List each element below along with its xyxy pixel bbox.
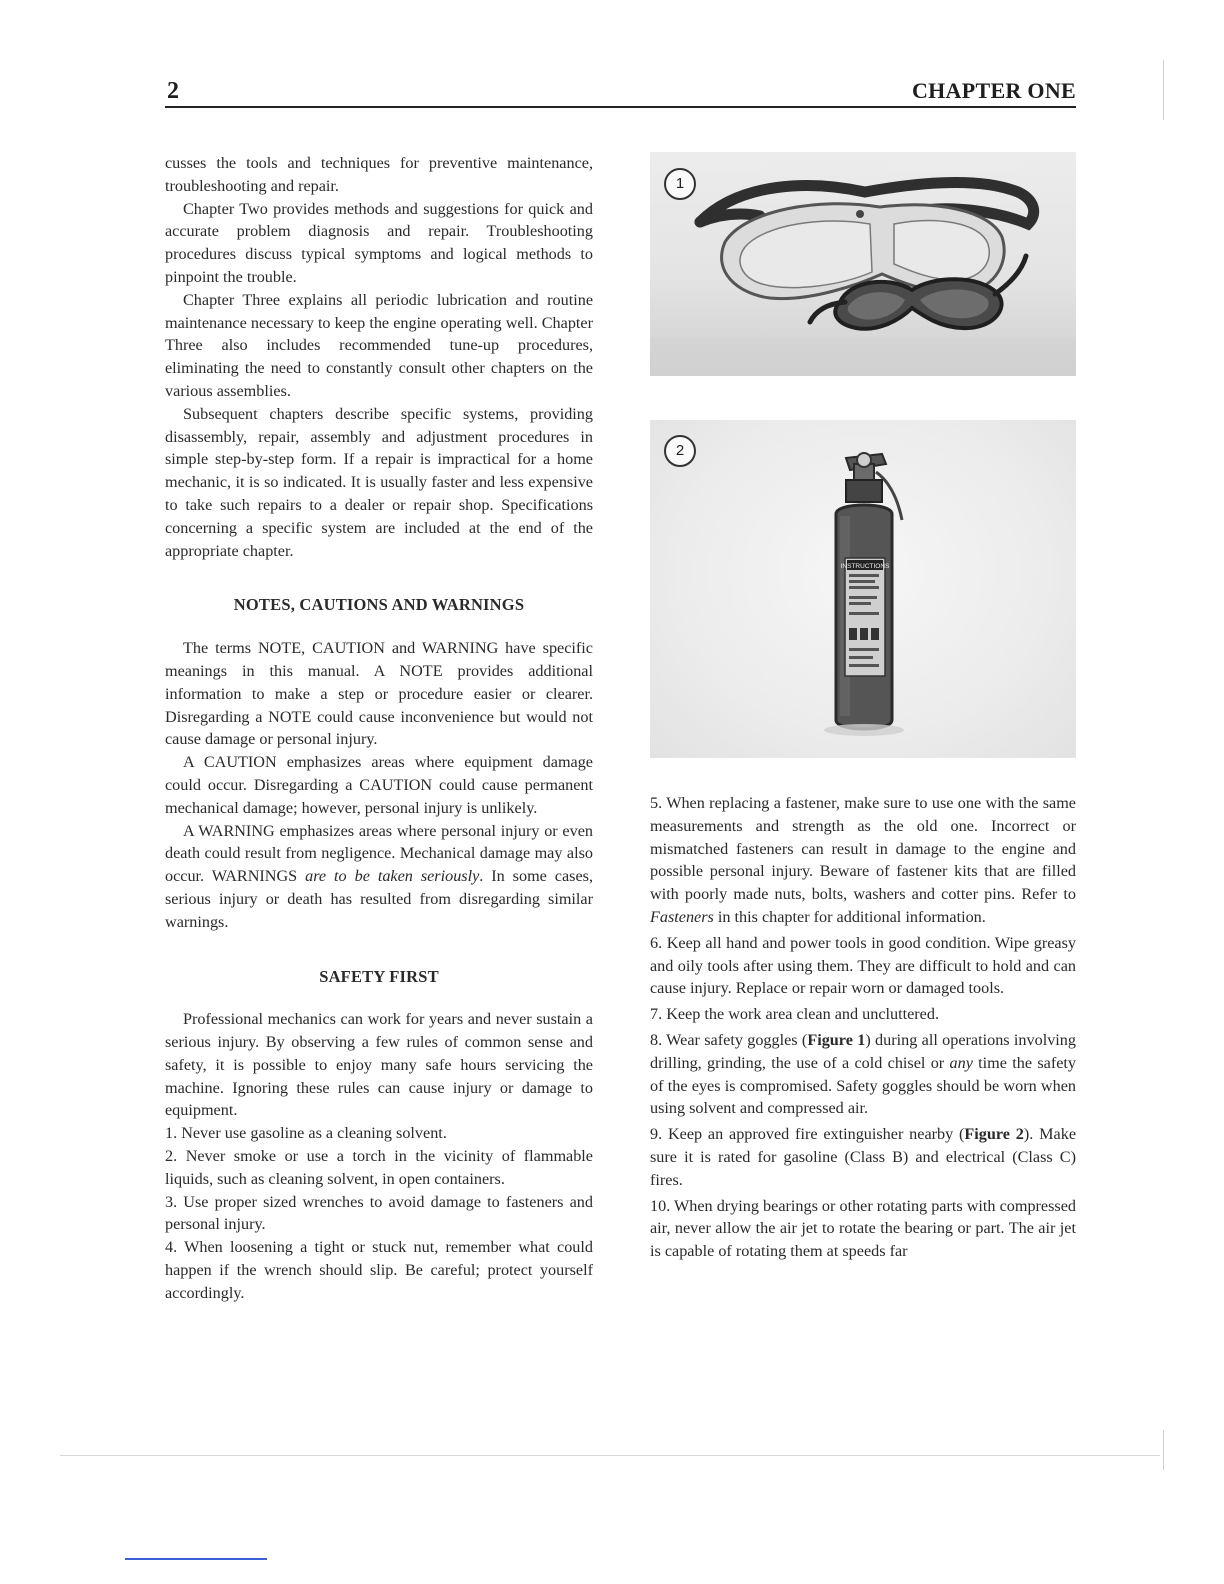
notes-paragraph: The terms NOTE, CAUTION and WARNING have specific meanings in this manual. A NOTE provides additional information to make a step or procedure easier or clearer. Disregarding a NOTE could cause inconvenience but would not cause damage or personal injury. <box>165 639 593 749</box>
fire-extinguisher-illustration <box>650 420 1076 758</box>
safety-item: 3. Use proper sized wrenches to avoid damage to fasteners and personal injury. <box>165 1192 593 1234</box>
figure-2-reference: Figure 2 <box>964 1125 1024 1144</box>
any-emphasis: any <box>949 1053 973 1072</box>
scan-divider-line <box>60 1455 1160 1456</box>
intro-paragraph: Subsequent chapters describe specific systems, providing disassembly, repair, assembly and adjustment procedures in simple step-by-step form. If a repair is impractical for a home mechanic, it is so indicated. It is usually faster and less expensive to take such repairs to a dealer or repair shop. Specifications concerning a specific system are included at the end of the appropriate chapter. <box>165 404 593 560</box>
figure-1-label: 1 <box>664 168 696 200</box>
notes-paragraph: A CAUTION emphasizes areas where equipment damage could occur. Disregarding a CAUTION could cause permanent mechanical damage; however, personal injury is unlikely. <box>165 753 593 817</box>
safety-intro: Professional mechanics can work for years and never sustain a serious injury. By observing a few rules of common sense and safety, it is possible to enjoy many safe hours servicing the machine. Ignoring these rules can cause injury or damage to equipment. <box>165 1010 593 1120</box>
warning-paragraph <box>165 820 593 934</box>
page-header <box>165 78 1076 108</box>
safety-item-7: 7. Keep the work area clean and uncluttered. <box>650 1005 939 1024</box>
safety-item: 1. Never use gasoline as a cleaning solvent. <box>165 1124 447 1143</box>
safety-item: 4. When loosening a tight or stuck nut, remember what could happen if the wrench should slip. Be careful; protect yourself accordingly. <box>165 1238 593 1302</box>
scan-edge-mark <box>1163 60 1164 120</box>
warning-emphasis: are to be taken seriously <box>305 867 480 886</box>
item-9-text: ). Make sure it is rated for gasoline (Class B) and electrical (Class C) fires. <box>650 1125 1076 1189</box>
warning-text: A WARNING emphasizes areas where personal injury or even death could result from negligence. Mechanical damage may also occur. WARNINGS <box>165 821 593 886</box>
left-column <box>165 152 593 1305</box>
notes-heading: NOTES, CAUTIONS AND WARNINGS <box>233 595 525 615</box>
figure-2-fire-extinguisher <box>650 420 1076 758</box>
warning-text: . In some cases, serious injury or death has resulted from disregarding similar warnings. <box>165 867 593 931</box>
safety-heading: SAFETY FIRST <box>319 966 439 986</box>
safety-goggles-illustration <box>650 152 1076 376</box>
item-5-text: in this chapter for additional information. <box>713 907 986 926</box>
scan-edge-mark <box>1163 1430 1164 1470</box>
chapter-title: CHAPTER ONE <box>911 78 1076 103</box>
figure-2-label: 2 <box>664 435 696 467</box>
safety-item-5 <box>650 792 1076 929</box>
scan-blue-line <box>125 1558 267 1560</box>
item-8-text: 8. Wear safety goggles ( <box>650 1030 808 1049</box>
extinguisher-label-text: INSTRUCTIONS <box>840 563 890 570</box>
page-number: 2 <box>167 78 179 104</box>
item-5-text: 5. When replacing a fastener, make sure to use one with the same measurements and strength as the old one. Incorrect or mismatched fasteners can result in damage to the engine and possible personal injury. Beware of fastener kits that are filled with poorly made nuts, bolts, washers and cotter pins. Refer to <box>650 794 1076 904</box>
item-8-text: time the safety of the eyes is compromised. Safety goggles should be worn when using solvent and compressed air. <box>650 1053 1076 1118</box>
figure-1-reference: Figure 1 <box>807 1030 866 1049</box>
item-8-text: ) during all operations involving drilling, grinding, the use of a cold chisel or <box>650 1030 1076 1072</box>
safety-item-8 <box>650 1029 1076 1120</box>
item-9-text: 9. Keep an approved fire extinguisher nearby ( <box>650 1125 965 1144</box>
intro-paragraph: Chapter Three explains all periodic lubrication and routine maintenance necessary to keep the engine operating well. Chapter Three also includes recommended tune-up procedures, eliminating the need to constantly consult other chapters on the various assemblies. <box>165 290 593 400</box>
intro-paragraph: Chapter Two provides methods and suggestions for quick and accurate problem diagnosis and repair. Troubleshooting procedures discuss typical symptoms and logical methods to pinpoint the trouble. <box>165 199 593 286</box>
intro-paragraph: cusses the tools and techniques for preventive maintenance, troubleshooting and repair. <box>165 154 593 195</box>
safety-item-10: 10. When drying bearings or other rotating parts with compressed air, never allow the air jet to rotate the bearing or part. The air jet is capable of rotating them at speeds far <box>650 1196 1076 1261</box>
fasteners-reference: Fasteners <box>650 907 714 926</box>
safety-item: 2. Never smoke or use a torch in the vicinity of flammable liquids, such as cleaning solvent, in open containers. <box>165 1147 593 1188</box>
figure-1-safety-goggles <box>650 152 1076 376</box>
safety-item-6: 6. Keep all hand and power tools in good condition. Wipe greasy and oily tools after using them. They are difficult to hold and can cause injury. Replace or repair worn or damaged tools. <box>650 933 1076 998</box>
right-column <box>650 792 1076 1266</box>
safety-item-9 <box>650 1123 1076 1191</box>
